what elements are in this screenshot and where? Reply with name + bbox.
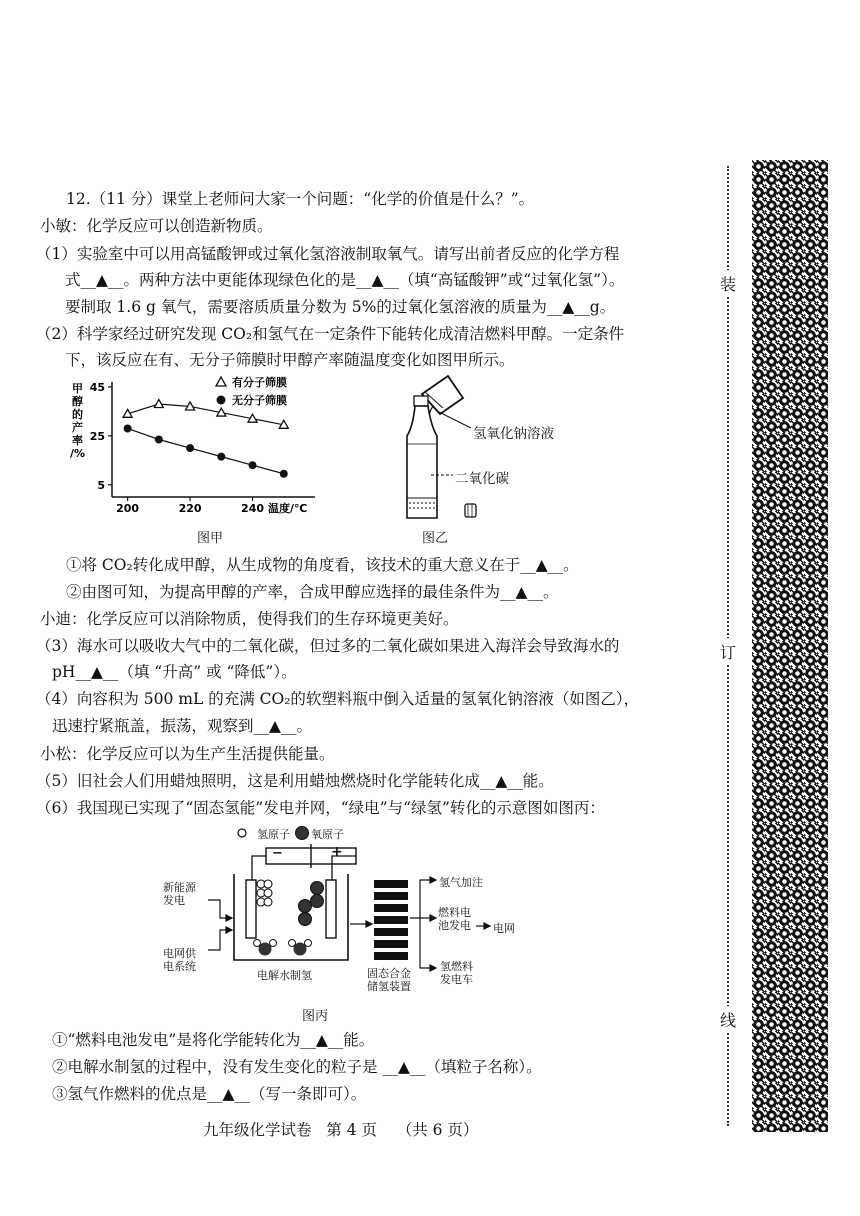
xiaosong-line: 小松：化学反应可以为生产生活提供能量。 [40,745,335,763]
part4-line1: （4）向容积为 500 mL 的充满 CO₂的软塑料瓶中倒入适量的氢氧化钠溶液（如图乙）， [36,690,640,708]
cathode [246,880,256,938]
answer-blank: __▲__ [479,772,523,790]
y-tick-label: 45 [89,380,105,394]
answer-blank: __▲__ [75,663,119,681]
binding-pattern [752,160,828,1132]
oxygen-atom-icon [296,827,309,840]
legend-dot-icon [217,396,226,405]
part6-q2: ②电解水制氢的过程中，没有发生变化的粒子是 __▲__（填粒子名称）。 [52,1058,542,1076]
label-co2: 二氧化碳 [455,471,509,487]
water-molecule-icon [254,940,312,956]
x-tick-label: 200 [116,502,140,515]
figure-jia-caption: 图甲 [197,531,224,546]
legend-with-sieve: 有分子筛膜 [232,376,287,389]
answer-blank: __▲__ [546,298,590,316]
xiaomin-line: 小敏：化学反应可以创造新物质。 [40,217,273,235]
answer-blank: __▲__ [80,271,124,289]
part2-q1: ①将 CO₂转化成甲醇，从生成物的角度看，该技术的重大意义在于__▲__。 [66,556,579,574]
part3-line2: pH__▲__（填 “升高” 或 “降低”）。 [52,663,297,681]
data-point-dot [124,424,132,432]
legend-without-sieve: 无分子筛膜 [232,394,287,407]
answer-blank: __▲__ [520,556,564,574]
page-footer: 九年级化学试卷 第 4 页 （共 6 页） [203,1121,479,1139]
figure-yi-caption: 图乙 [422,531,449,546]
methanol-yield-chart [70,372,330,520]
part2-line1: （2）科学家经过研究发现 CO₂和氢气在一定条件下能转化成清洁燃料甲醇。一定条件 [36,325,625,343]
answer-blank: __▲__ [253,717,297,735]
part6-q3: ③氢气作燃料的优点是__▲__（写一条即可）。 [52,1085,367,1103]
hydrogen-molecule-icon [257,880,272,906]
legend-oxygen: 氧原子 [311,828,344,841]
question-heading: 12.（11 分）课堂上老师问大家一个问题：“化学的价值是什么？”。 [66,190,535,208]
answer-blank: __▲__ [377,1058,426,1076]
data-point-dot [186,444,194,452]
part3-line1: （3）海水可以吸收大气中的二氧化碳，但过多的二氧化碳如果进入海洋会导致海水的 [36,637,620,655]
binding-zhuang: 装 [720,270,736,297]
data-point-triangle [154,400,163,408]
part1-line1: （1）实验室中可以用高锰酸钾或过氧化氢溶液制取氧气。请写出前者反应的化学方程 [36,245,620,263]
y-tick-label: 25 [89,429,105,443]
x-tick-label: 220 [178,502,202,515]
series-line [128,428,284,473]
legend-triangle-icon [216,377,226,386]
bottle-cap-icon [465,504,476,517]
label-refueling: 氢气加注 [439,876,483,889]
minus-terminal: − [272,846,283,861]
answer-blank: __▲__ [500,583,543,601]
part5-line: （5）旧社会人们用蜡烛照明，这是利用蜡烛燃烧时化学能转化成__▲__能。 [36,772,554,790]
data-point-dot [217,453,225,461]
answer-blank: __▲__ [355,271,399,289]
part6-q1: ①“燃料电池发电”是将化学能转化为__▲__能。 [52,1031,375,1049]
data-point-dot [280,470,288,478]
chart-legend [216,375,287,407]
label-electrolysis: 电解水制氢 [257,969,312,982]
label-fuel-vehicle: 氢燃料 发电车 [440,960,473,986]
part2-q2: ②由图可知，为提高甲醇的产率，合成甲醇应选择的最佳条件为__▲__。 [66,583,559,601]
chart-xlabel: 温度/℃ [268,502,308,515]
xiaodi-line: 小迪：化学反应可以消除物质，使得我们的生存环境更美好。 [40,610,459,628]
series-line [128,404,284,425]
plus-terminal: + [331,844,343,860]
part1-line2: 式__▲__。两种方法中更能体现绿色化的是__▲__（填“高锰酸钾”或“过氧化氢”）。 [65,271,625,289]
part4-line2: 迅速拧紧瓶盖，振荡，观察到__▲__。 [52,717,312,735]
part1-line3: 要制取 1.6 g 氧气，需要溶质质量分数为 5%的过氧化氢溶液的质量为__▲__g。 [65,298,616,316]
anode [326,880,336,938]
plastic-bottle-icon [407,396,437,518]
data-point-dot [155,436,163,444]
hydrogen-atom-icon [238,829,246,837]
chart-series [123,400,288,478]
answer-blank: __▲__ [300,1031,344,1049]
binding-xian: 线 [720,1006,736,1033]
x-tick-label: 240 [241,502,265,515]
data-point-dot [249,461,257,469]
figure-bing-caption: 图丙 [302,1009,329,1024]
label-naoh: 氢氧化钠溶液 [473,426,554,442]
label-renewable-power: 新能源 发电 [163,881,196,907]
binding-ding: 订 [720,638,736,665]
oxygen-molecule-icon [299,882,324,926]
label-grid-supply: 电网供 电系统 [163,947,196,973]
label-fuel-cell: 燃料电 池发电 [438,906,471,932]
chart-ylabel: 甲醇的产率/% [70,382,86,460]
part2-line2: 下，该反应在有、无分子筛膜时甲醇产率随温度变化如图甲所示。 [65,351,515,369]
legend-hydrogen: 氢原子 [257,828,290,841]
y-tick-label: 5 [97,478,105,492]
label-grid: 电网 [493,922,515,935]
naoh-pointer [439,412,471,428]
hydrogen-storage-stack [374,880,408,960]
figure-yi-bottle [395,372,565,524]
label-solid-storage: 固态合金 储氢装置 [367,967,411,993]
answer-blank: __▲__ [207,1085,250,1103]
part6-line: （6）我国现已实现了“固态氢能”发电并网，“绿电”与“绿氢”转化的示意图如图丙： [36,799,605,817]
